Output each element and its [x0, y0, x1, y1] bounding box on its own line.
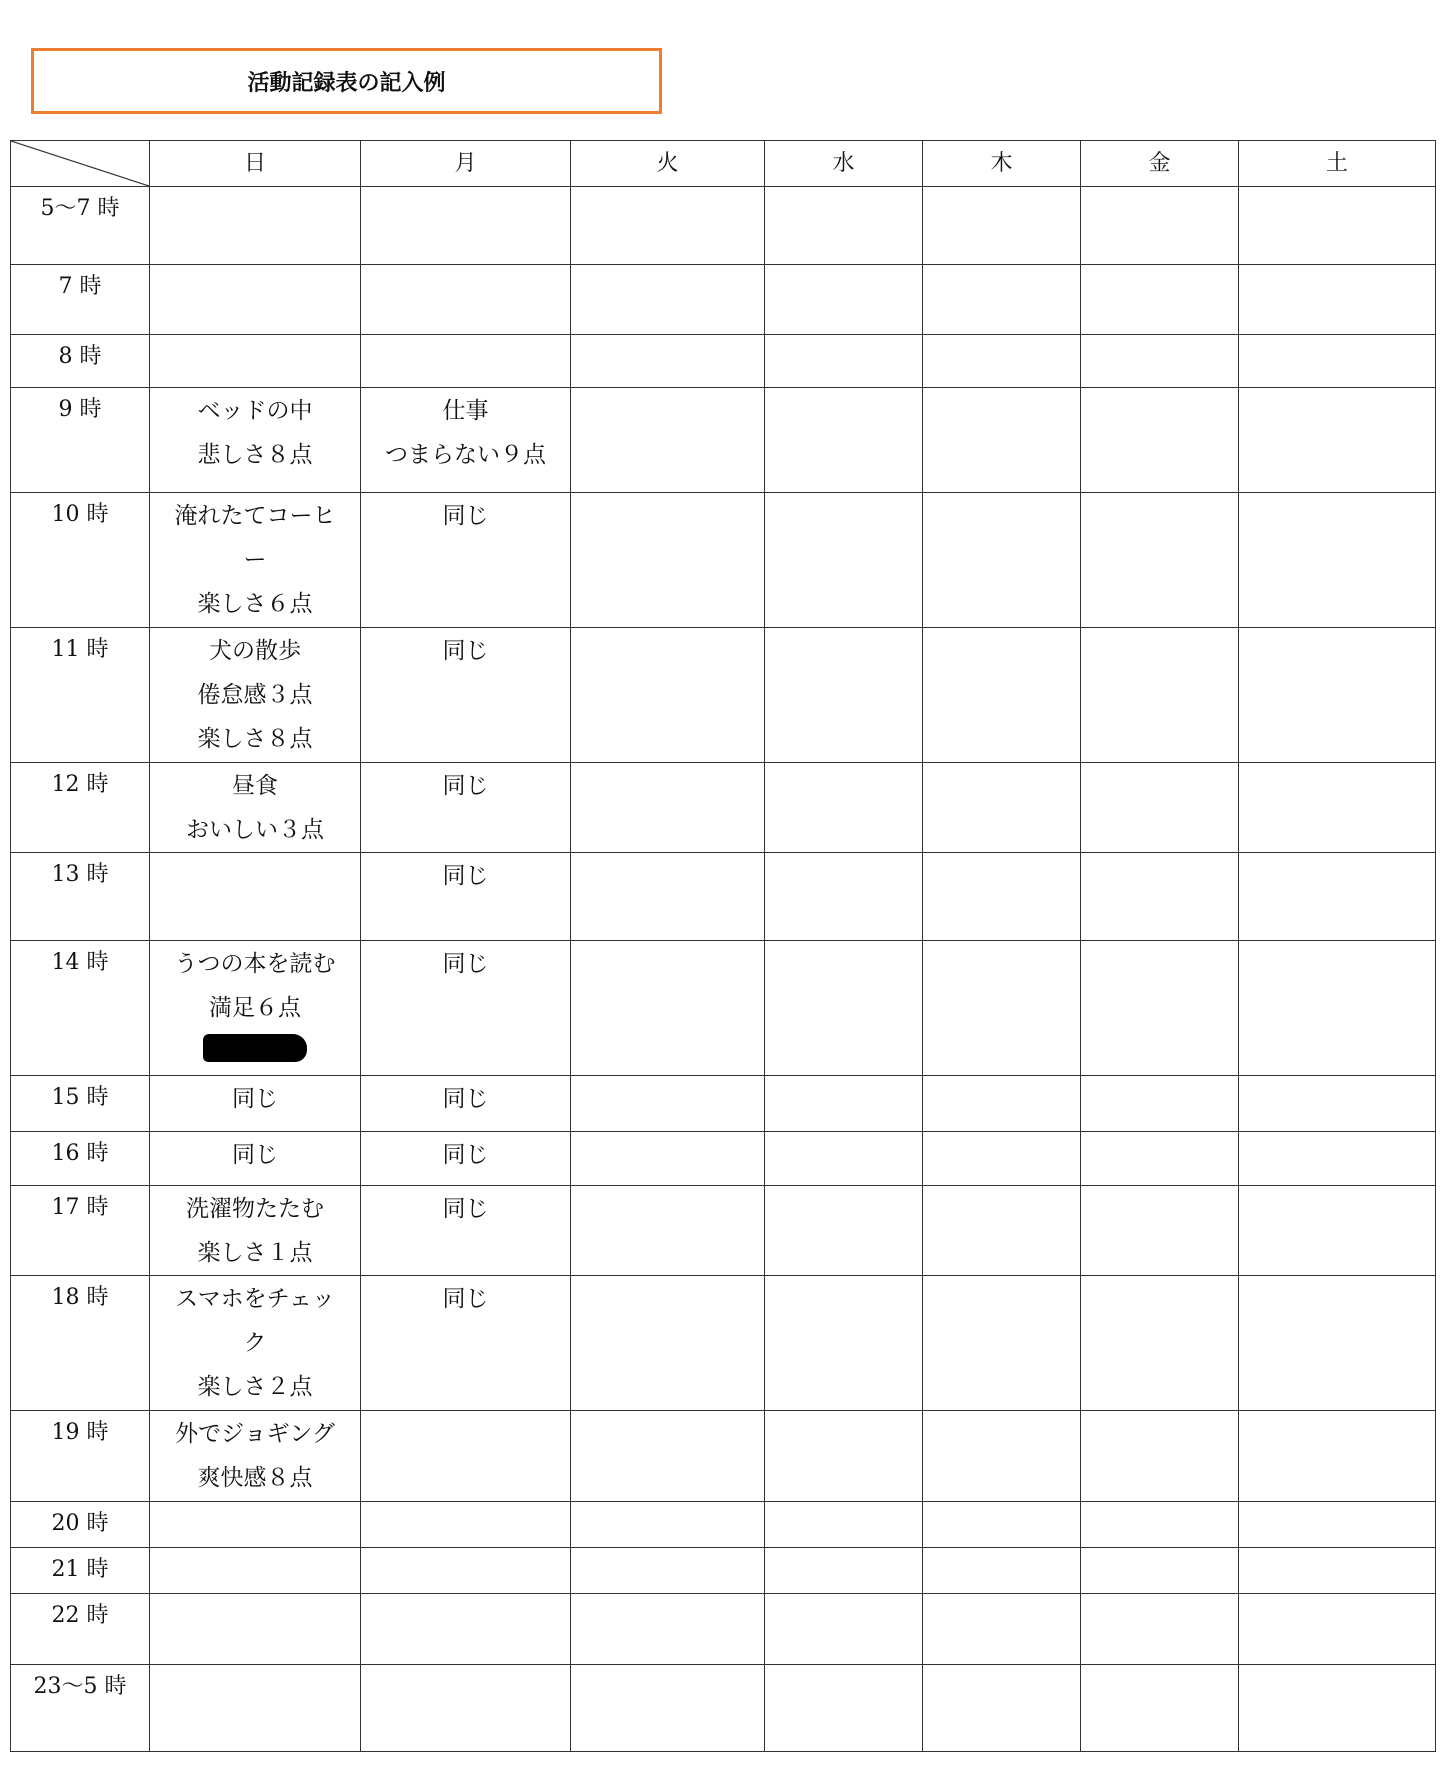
time-row — [11, 1594, 1436, 1665]
time-label: 22 時 — [11, 1594, 150, 1665]
activity-cell — [571, 763, 765, 853]
activity-cell — [150, 1186, 361, 1276]
time-row — [11, 187, 1436, 265]
activity-cell — [765, 628, 923, 763]
activity-cell — [361, 388, 571, 493]
activity-text: スマホをチェッ — [175, 1286, 335, 1312]
activity-cell — [571, 1594, 765, 1665]
activity-cell — [765, 1186, 923, 1276]
activity-cell — [1081, 187, 1239, 265]
activity-cell — [150, 1276, 361, 1411]
diagonal-line — [11, 141, 149, 186]
activity-text: 倦怠感３点 — [197, 682, 313, 708]
activity-text: 昼食 — [232, 773, 278, 799]
activity-cell — [1081, 1594, 1239, 1665]
activity-cell — [765, 335, 923, 388]
activity-text: うつの本を読む — [174, 951, 336, 977]
activity-text: 満足６点 — [209, 995, 301, 1021]
activity-text: おいしい３点 — [186, 817, 324, 843]
activity-cell — [923, 1132, 1081, 1186]
activity-cell — [1239, 853, 1436, 941]
time-row — [11, 941, 1436, 1076]
activity-text: 爽快感８点 — [197, 1465, 313, 1491]
activity-cell — [150, 1548, 361, 1594]
time-label: 7 時 — [11, 265, 150, 335]
time-label: 19 時 — [11, 1411, 150, 1502]
activity-cell — [571, 628, 765, 763]
activity-record-table-wrapper — [10, 140, 1435, 1752]
activity-text: 仕事 — [442, 398, 489, 424]
activity-cell — [765, 1665, 923, 1752]
activity-cell — [1081, 265, 1239, 335]
activity-cell — [150, 1502, 361, 1548]
activity-cell — [1239, 1665, 1436, 1752]
activity-cell — [361, 1594, 571, 1665]
time-label: 13 時 — [11, 853, 150, 941]
activity-cell — [361, 1276, 571, 1411]
activity-cell — [361, 187, 571, 265]
activity-cell — [1081, 1276, 1239, 1411]
activity-cell — [765, 941, 923, 1076]
activity-text: 淹れたてコーヒ — [174, 503, 336, 529]
activity-cell — [923, 187, 1081, 265]
activity-cell — [1081, 1076, 1239, 1132]
activity-cell — [1239, 1132, 1436, 1186]
activity-cell — [150, 388, 361, 493]
activity-cell — [765, 1411, 923, 1502]
activity-cell — [361, 1548, 571, 1594]
activity-text: 同じ — [442, 1142, 489, 1168]
activity-cell — [150, 628, 361, 763]
activity-cell — [923, 763, 1081, 853]
time-row — [11, 265, 1436, 335]
activity-cell — [571, 1132, 765, 1186]
activity-cell — [1239, 1411, 1436, 1502]
activity-cell — [361, 1076, 571, 1132]
day-header: 水 — [765, 141, 923, 187]
activity-cell — [361, 1132, 571, 1186]
activity-text: つまらない９点 — [385, 442, 546, 468]
activity-cell — [923, 388, 1081, 493]
activity-cell — [765, 1594, 923, 1665]
activity-cell — [923, 1594, 1081, 1665]
activity-text: ベッドの中 — [197, 398, 313, 424]
activity-text: 洗濯物たたむ — [186, 1196, 324, 1222]
activity-cell — [1239, 1502, 1436, 1548]
activity-cell — [1081, 628, 1239, 763]
activity-text: 同じ — [232, 1142, 278, 1168]
time-row — [11, 763, 1436, 853]
time-label: 16 時 — [11, 1132, 150, 1186]
time-label: 12 時 — [11, 763, 150, 853]
activity-text: 同じ — [442, 863, 489, 889]
activity-cell — [923, 1665, 1081, 1752]
activity-cell — [361, 1186, 571, 1276]
activity-cell — [1081, 941, 1239, 1076]
activity-cell — [571, 388, 765, 493]
activity-cell — [571, 187, 765, 265]
activity-text: 同じ — [442, 503, 489, 529]
activity-cell — [1239, 628, 1436, 763]
activity-text: 同じ — [232, 1086, 278, 1112]
activity-cell — [765, 493, 923, 628]
activity-cell — [1239, 187, 1436, 265]
activity-cell — [765, 853, 923, 941]
activity-text: 楽しさ６点 — [197, 591, 313, 617]
activity-cell — [1081, 388, 1239, 493]
activity-cell — [923, 628, 1081, 763]
activity-cell — [765, 388, 923, 493]
time-row — [11, 388, 1436, 493]
time-label: 14 時 — [11, 941, 150, 1076]
activity-text: 同じ — [442, 1286, 489, 1312]
corner-cell — [11, 141, 150, 187]
activity-cell — [150, 1132, 361, 1186]
activity-cell — [571, 335, 765, 388]
activity-text: 犬の散歩 — [209, 638, 301, 664]
activity-cell — [1239, 1548, 1436, 1594]
time-label: 8 時 — [11, 335, 150, 388]
activity-cell — [361, 941, 571, 1076]
activity-cell — [361, 265, 571, 335]
activity-cell — [765, 265, 923, 335]
day-header: 土 — [1239, 141, 1436, 187]
activity-cell — [571, 941, 765, 1076]
activity-cell — [923, 1076, 1081, 1132]
time-row — [11, 335, 1436, 388]
activity-cell — [1081, 1665, 1239, 1752]
activity-text: 楽しさ８点 — [197, 726, 313, 752]
activity-text: 同じ — [442, 1086, 489, 1112]
activity-cell — [1239, 1276, 1436, 1411]
time-label: 5〜7 時 — [11, 187, 150, 265]
time-label: 20 時 — [11, 1502, 150, 1548]
activity-cell — [765, 1548, 923, 1594]
activity-cell — [1239, 1186, 1436, 1276]
activity-cell — [923, 493, 1081, 628]
activity-text: 同じ — [442, 1196, 489, 1222]
activity-cell — [361, 628, 571, 763]
day-header: 日 — [150, 141, 361, 187]
activity-text: 外でジョギング — [175, 1421, 335, 1447]
activity-cell — [765, 187, 923, 265]
time-label: 17 時 — [11, 1186, 150, 1276]
activity-cell — [1239, 941, 1436, 1076]
activity-cell — [571, 1665, 765, 1752]
time-row — [11, 1502, 1436, 1548]
activity-cell — [1081, 1186, 1239, 1276]
activity-cell — [1081, 335, 1239, 388]
activity-cell — [150, 1665, 361, 1752]
activity-cell — [1239, 1076, 1436, 1132]
activity-cell — [150, 1076, 361, 1132]
time-row — [11, 1665, 1436, 1752]
activity-cell — [923, 1548, 1081, 1594]
activity-cell — [150, 187, 361, 265]
activity-cell — [361, 1502, 571, 1548]
activity-cell — [923, 853, 1081, 941]
activity-cell — [1239, 335, 1436, 388]
activity-cell — [1081, 853, 1239, 941]
activity-cell — [571, 265, 765, 335]
activity-cell — [1081, 493, 1239, 628]
time-row — [11, 1186, 1436, 1276]
time-label: 10 時 — [11, 493, 150, 628]
time-row — [11, 628, 1436, 763]
activity-cell — [923, 941, 1081, 1076]
time-label: 11 時 — [11, 628, 150, 763]
activity-cell — [1081, 1548, 1239, 1594]
activity-cell — [1239, 493, 1436, 628]
activity-cell — [361, 853, 571, 941]
activity-text: ー — [243, 547, 267, 573]
day-header: 月 — [361, 141, 571, 187]
activity-record-table — [10, 140, 1436, 1752]
time-label: 9 時 — [11, 388, 150, 493]
activity-cell — [150, 335, 361, 388]
activity-cell — [923, 265, 1081, 335]
activity-cell — [571, 1076, 765, 1132]
activity-cell — [361, 1665, 571, 1752]
activity-cell — [361, 763, 571, 853]
activity-cell — [765, 1132, 923, 1186]
activity-text: 楽しさ２点 — [197, 1374, 313, 1400]
time-row — [11, 1132, 1436, 1186]
activity-cell — [150, 853, 361, 941]
activity-cell — [1081, 1132, 1239, 1186]
activity-cell — [571, 493, 765, 628]
activity-cell — [571, 1186, 765, 1276]
redaction-mark — [203, 1034, 307, 1062]
time-label: 15 時 — [11, 1076, 150, 1132]
activity-text: 同じ — [442, 951, 489, 977]
activity-cell — [1081, 1411, 1239, 1502]
activity-cell — [923, 1276, 1081, 1411]
activity-cell — [150, 265, 361, 335]
activity-text: 悲しさ８点 — [197, 442, 313, 468]
time-row — [11, 1276, 1436, 1411]
day-header: 金 — [1081, 141, 1239, 187]
activity-cell — [361, 493, 571, 628]
activity-cell — [923, 335, 1081, 388]
activity-text: 同じ — [442, 773, 489, 799]
activity-cell — [361, 1411, 571, 1502]
activity-cell — [1081, 1502, 1239, 1548]
time-label: 23〜5 時 — [11, 1665, 150, 1752]
activity-cell — [571, 1276, 765, 1411]
time-row — [11, 853, 1436, 941]
activity-cell — [150, 1594, 361, 1665]
activity-cell — [1081, 763, 1239, 853]
activity-text: ク — [243, 1330, 267, 1356]
activity-cell — [1239, 388, 1436, 493]
time-row — [11, 1411, 1436, 1502]
activity-cell — [150, 493, 361, 628]
activity-text: 楽しさ１点 — [197, 1240, 313, 1266]
time-row — [11, 1076, 1436, 1132]
day-header: 木 — [923, 141, 1081, 187]
activity-cell — [571, 1548, 765, 1594]
activity-cell — [361, 335, 571, 388]
time-row — [11, 493, 1436, 628]
activity-cell — [1239, 1594, 1436, 1665]
document-title: 活動記録表の記入例 — [31, 48, 662, 114]
activity-cell — [765, 1502, 923, 1548]
time-label: 21 時 — [11, 1548, 150, 1594]
activity-cell — [150, 763, 361, 853]
activity-cell — [923, 1186, 1081, 1276]
activity-cell — [923, 1411, 1081, 1502]
activity-cell — [571, 1411, 765, 1502]
activity-cell — [571, 1502, 765, 1548]
activity-text: 同じ — [442, 638, 489, 664]
day-header: 火 — [571, 141, 765, 187]
activity-cell — [1239, 265, 1436, 335]
activity-cell — [571, 853, 765, 941]
time-label: 18 時 — [11, 1276, 150, 1411]
activity-cell — [765, 1076, 923, 1132]
time-row — [11, 1548, 1436, 1594]
table-body — [11, 187, 1436, 1752]
activity-cell — [150, 1411, 361, 1502]
day-header-row — [11, 141, 1436, 187]
activity-cell — [150, 941, 361, 1076]
activity-cell — [1239, 763, 1436, 853]
activity-cell — [765, 1276, 923, 1411]
activity-cell — [923, 1502, 1081, 1548]
activity-cell — [765, 763, 923, 853]
